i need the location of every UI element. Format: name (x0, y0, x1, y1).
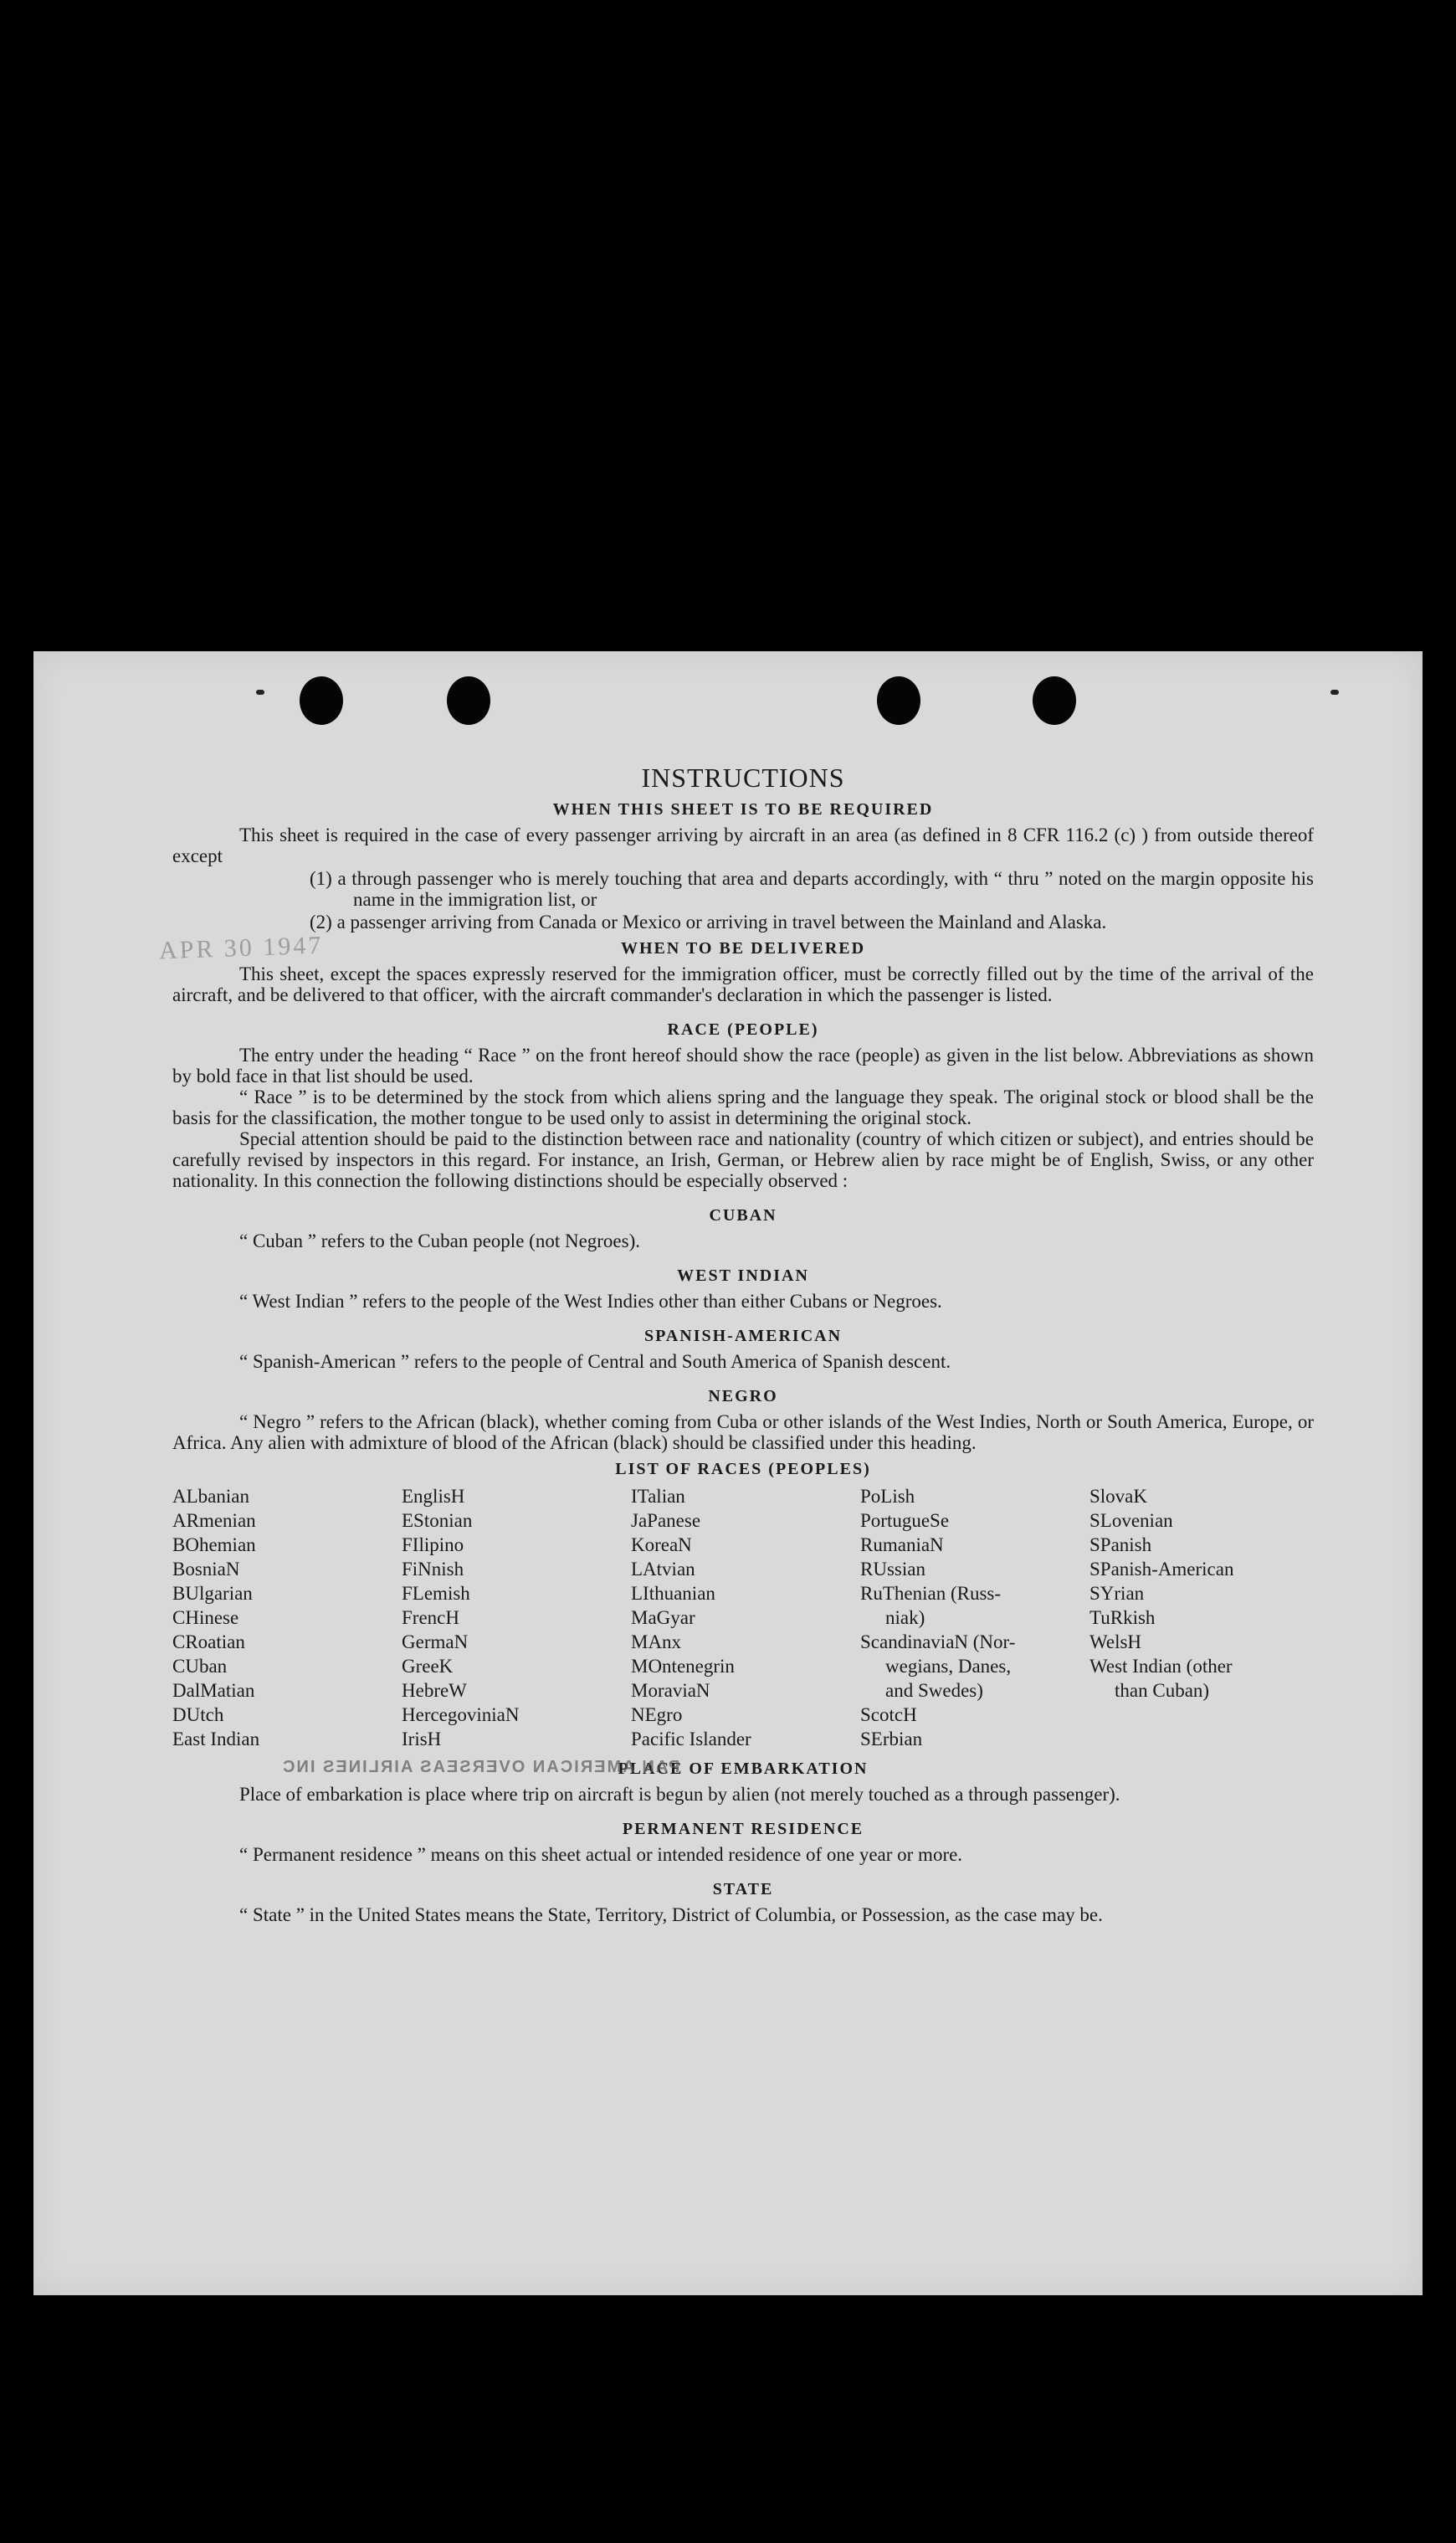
race-entry: SPanish-American (1089, 1559, 1234, 1580)
speck-mark (256, 690, 264, 695)
race-entry: LIthuanian (631, 1583, 715, 1604)
race-entry: SlovaK (1089, 1486, 1147, 1507)
race-entry: Pacific Islander (631, 1729, 751, 1749)
race-entry-continuation: wegians, Danes, (885, 1656, 1012, 1677)
race-entry: EnglisH (402, 1486, 465, 1507)
race-entry: ALbanian (172, 1486, 249, 1507)
race-entry: WelsH (1089, 1631, 1142, 1652)
race-entry: FIlipino (402, 1534, 464, 1555)
race-entry: JaPanese (631, 1510, 701, 1531)
section-heading-west-indian: WEST INDIAN (677, 1266, 809, 1285)
race-entry: East Indian (172, 1729, 260, 1749)
section-heading-list-of-races: LIST OF RACES (PEOPLES) (615, 1460, 871, 1478)
section-heading-race: RACE (PEOPLE) (667, 1020, 819, 1039)
race-entry: PortugueSe (860, 1510, 950, 1531)
race-entry: SErbian (860, 1729, 923, 1749)
punch-hole (300, 676, 343, 725)
race-entry: BosniaN (172, 1559, 240, 1580)
race-entry-continuation: than Cuban) (1115, 1680, 1210, 1701)
mirrored-stamp: PAN AMERICAN OVERSEAS AIRLINES INC (281, 1758, 680, 1776)
race-entry: CHinese (172, 1607, 239, 1628)
race-entry: ScotcH (860, 1704, 917, 1725)
race-entry: MOntenegrin (631, 1656, 735, 1677)
race-entry: SYrian (1089, 1583, 1145, 1604)
section-heading-state: STATE (712, 1880, 774, 1898)
cuban-text: “ Cuban ” refers to the Cuban people (not Negroes). (239, 1230, 641, 1251)
race-entry-continuation: niak) (885, 1607, 925, 1628)
race-entry: CRoatian (172, 1631, 245, 1652)
race-entry: PoLish (860, 1486, 915, 1507)
races-column (402, 1484, 631, 1751)
spanish-american-text: “ Spanish-American ” refers to the people of Central and South America of Spanish descent. (239, 1351, 951, 1372)
when-required-intro: This sheet is required in the case of every passenger arriving by aircraft in an area (as defined in 8 CFR 116.2 (c) ) from outside thereof except (172, 825, 1314, 866)
race-entry: GermaN (402, 1631, 469, 1652)
race-entry: RuThenian (Russ- (860, 1583, 1002, 1604)
race-entry: GreeK (402, 1656, 454, 1677)
race-entry-continuation: and Swedes) (885, 1680, 983, 1701)
races-column (1089, 1484, 1314, 1751)
race-entry: EStonian (402, 1510, 473, 1531)
race-entry: FrencH (402, 1607, 459, 1628)
instruction-sheet (33, 651, 1423, 2295)
negro-text: “ Negro ” refers to the African (black), whether coming from Cuba or other islands of the West Indies, North or South America, Europe, or Africa. Any alien with admixture of blood of the African (black) should be classified under this heading. (172, 1411, 1314, 1453)
race-entry: LAtvian (631, 1559, 695, 1580)
section-heading-when-required: WHEN THIS SHEET IS TO BE REQUIRED (552, 800, 934, 819)
race-paragraph: Special attention should be paid to the distinction between race and nationality (country of which citizen or subject), and entries should be carefully revised by inspectors in this regard. For instance, an Irish, German, or Hebrew alien by race might be of English, Swiss, or any other nationality. In this connection the following distinctions should be especially observed : (172, 1128, 1314, 1191)
race-entry: RUssian (860, 1559, 925, 1580)
race-entry: DalMatian (172, 1680, 255, 1701)
place-of-embarkation-block (172, 1760, 1314, 1779)
west-indian-text: “ West Indian ” refers to the people of the West Indies other than either Cubans or Negroes. (239, 1291, 942, 1312)
race-entry: NEgro (631, 1704, 683, 1725)
race-entry: TuRkish (1089, 1607, 1156, 1628)
races-column (631, 1484, 860, 1751)
races-column (860, 1484, 1089, 1751)
race-entry: West Indian (other (1089, 1656, 1233, 1677)
race-entry: ScandinaviaN (Nor- (860, 1631, 1016, 1652)
punch-hole (447, 676, 490, 725)
speck-mark (1330, 690, 1339, 695)
race-entry: ARmenian (172, 1510, 256, 1531)
race-entry: SLovenian (1089, 1510, 1173, 1531)
punch-hole (877, 676, 920, 725)
exception-item-1: (1) a through passenger who is merely touching that area and departs accordingly, with “ thru ” noted on the margin opposite his name in the immigration list, or (310, 868, 1314, 910)
race-entry: KoreaN (631, 1534, 692, 1555)
race-entry: IrisH (402, 1729, 442, 1749)
race-entry: DUtch (172, 1704, 224, 1725)
race-entry: HebreW (402, 1680, 467, 1701)
race-entry: HercegoviniaN (402, 1704, 520, 1725)
section-heading-when-delivered: WHEN TO BE DELIVERED (620, 939, 866, 958)
race-entry: RumaniaN (860, 1534, 944, 1555)
place-of-embarkation-text: Place of embarkation is place where trip on aircraft is begun by alien (not merely touched as a through passenger). (239, 1784, 1120, 1805)
instructions-content (172, 763, 1314, 1925)
race-entry: SPanish (1089, 1534, 1152, 1555)
exception-item-2: (2) a passenger arriving from Canada or Mexico or arriving in travel between the Mainland and Alaska. (310, 912, 1107, 932)
date-stamp: APR 30 1947 (158, 931, 324, 965)
state-text: “ State ” in the United States means the State, Territory, District of Columbia, or Possession, as the case may be. (239, 1904, 1103, 1925)
race-entry: BOhemian (172, 1534, 256, 1555)
section-heading-cuban: CUBAN (709, 1206, 777, 1225)
races-column (172, 1484, 402, 1751)
race-entry: MoraviaN (631, 1680, 710, 1701)
race-entry: CUban (172, 1656, 228, 1677)
race-entry: ITalian (631, 1486, 685, 1507)
permanent-residence-text: “ Permanent residence ” means on this sheet actual or intended residence of one year or more. (239, 1844, 963, 1865)
race-entry: FLemish (402, 1583, 470, 1604)
race-paragraph: “ Race ” is to be determined by the stock from which aliens spring and the language they speak. The original stock or blood shall be the basis for the classification, the mother tongue to be used only to assist in determining the original stock. (172, 1087, 1314, 1128)
section-heading-spanish-american: SPANISH-AMERICAN (643, 1327, 843, 1345)
races-list (172, 1484, 1314, 1751)
race-entry: MaGyar (631, 1607, 695, 1628)
page-title: INSTRUCTIONS (641, 763, 845, 793)
race-paragraph: The entry under the heading “ Race ” on the front hereof should show the race (people) as given in the list below. Abbreviations as shown by bold face in that list should be used. (172, 1045, 1314, 1087)
section-heading-negro: NEGRO (708, 1387, 778, 1405)
section-heading-permanent-residence: PERMANENT RESIDENCE (622, 1820, 864, 1838)
race-entry: BUlgarian (172, 1583, 253, 1604)
punch-hole (1033, 676, 1076, 725)
race-entry: MAnx (631, 1631, 682, 1652)
section-heading-place-of-embarkation: PLACE OF EMBARKATION (618, 1760, 869, 1778)
when-delivered-text: This sheet, except the spaces expressly reserved for the immigration officer, must be correctly filled out by the time of the arrival of the aircraft, and be delivered to that officer, with the aircraft commander's declaration in which the passenger is listed. (172, 963, 1314, 1005)
race-entry: FiNnish (402, 1559, 464, 1580)
